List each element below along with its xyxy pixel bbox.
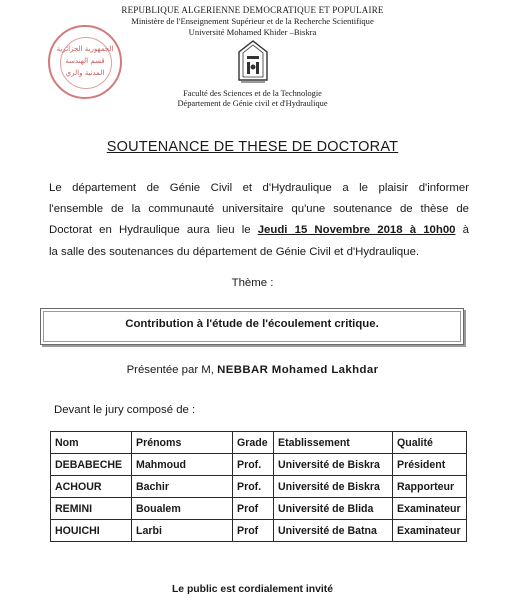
table-row — [51, 520, 467, 542]
closing-note: Le public est cordialement invité — [171, 584, 334, 595]
jury-name: REMINI — [51, 498, 132, 520]
column-header: Qualité — [393, 432, 467, 454]
department-heading: Département de Génie civil et d'Hydraulique — [177, 99, 328, 108]
presented-by — [0, 364, 505, 376]
jury-institution: Université de Biskra — [274, 476, 393, 498]
announcement-line-suffix: à — [462, 224, 469, 237]
announcement-paragraph — [49, 178, 469, 263]
stamp-line: الجمهورية الجزائرية — [56, 45, 114, 53]
presented-prefix: Présentée par M, — [126, 364, 214, 376]
jury-role: Président — [393, 454, 467, 476]
table-row — [51, 476, 467, 498]
jury-grade: Prof — [233, 498, 274, 520]
stamp-line: قسم الهندسة — [65, 57, 105, 65]
jury-role: Rapporteur — [393, 476, 467, 498]
column-header: Etablissement — [274, 432, 393, 454]
jury-grade: Prof. — [233, 476, 274, 498]
theme-box — [40, 308, 464, 345]
jury-role: Examinateur — [393, 498, 467, 520]
table-row — [51, 454, 467, 476]
jury-firstname: Boualem — [132, 498, 233, 520]
column-header: Nom — [51, 432, 132, 454]
table-header-row — [51, 432, 467, 454]
jury-firstname: Bachir — [132, 476, 233, 498]
defense-date: Jeudi 15 Novembre 2018 à 10h00 — [257, 224, 456, 237]
announcement-line: Le département de Génie Civil et d'Hydraulique a le plaisir d'informer — [49, 182, 469, 194]
jury-table — [50, 431, 467, 542]
column-header: Grade — [233, 432, 274, 454]
announcement-line — [49, 220, 469, 241]
republic-heading: REPUBLIQUE ALGERIENNE DEMOCRATIQUE ET POPULAIRE — [121, 5, 384, 15]
announcement-line: l'ensemble de la communauté universitaire qu'une soutenance de thèse de — [49, 203, 469, 216]
jury-institution: Université de Batna — [274, 520, 393, 542]
jury-grade: Prof — [233, 520, 274, 542]
ministry-heading: Ministère de l'Enseignement Supérieur et de la Recherche Scientifique — [131, 16, 374, 26]
university-heading: Université Mohamed Khider –Biskra — [188, 27, 317, 37]
jury-grade: Prof. — [233, 454, 274, 476]
announcement-line-prefix: Doctorat en Hydraulique aura lieu le — [49, 224, 251, 237]
jury-name: ACHOUR — [51, 476, 132, 498]
jury-role: Examinateur — [393, 520, 467, 542]
jury-name: DEBABECHE — [51, 454, 132, 476]
jury-institution: Université de Blida — [274, 498, 393, 520]
faculty-heading: Faculté des Sciences et de la Technologie — [183, 89, 322, 98]
document-title: SOUTENANCE DE THESE DE DOCTORAT — [106, 139, 399, 155]
jury-name: HOUICHI — [51, 520, 132, 542]
department-stamp — [48, 25, 122, 99]
announcement-line: la salle des soutenances du département de Génie Civil et d'Hydraulique. — [49, 245, 420, 258]
stamp-line: المدنية والري — [65, 69, 105, 77]
jury-institution: Université de Biskra — [274, 454, 393, 476]
university-logo-icon — [238, 40, 268, 84]
jury-firstname: Larbi — [132, 520, 233, 542]
jury-intro: Devant le jury composé de : — [54, 404, 196, 416]
table-row — [51, 498, 467, 520]
theme-title: Contribution à l'étude de l'écoulement critique. — [125, 318, 379, 330]
column-header: Prénoms — [132, 432, 233, 454]
candidate-name: NEBBAR Mohamed Lakhdar — [217, 364, 379, 376]
theme-label: Thème : — [231, 277, 274, 289]
jury-firstname: Mahmoud — [132, 454, 233, 476]
